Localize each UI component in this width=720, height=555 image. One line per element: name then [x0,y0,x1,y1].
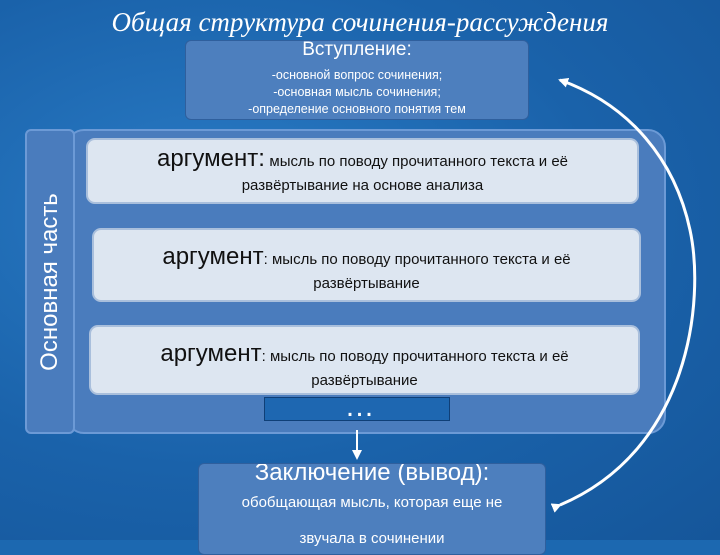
slide-title: Общая структура сочинения-рассуждения [111,7,609,37]
argument-text-continued: развёртывание [313,275,420,292]
conclusion-text: обобщающая мысль, которая еще не [241,494,503,511]
argument-text: мысль по поводу прочитанного текста и её [269,153,569,170]
main-part-label: Основная часть [36,192,63,371]
argument-text: : мысль по поводу прочитанного текста и её [263,251,571,268]
argument-text-continued: развёртывание на основе анализа [241,177,484,194]
argument-text: : мысль по поводу прочитанного текста и её [261,348,569,365]
introduction-item: -основной вопрос сочинения; [271,68,443,82]
introduction-item: -определение основного понятия тем [248,102,466,116]
curved-arrow-path [560,80,695,505]
argument-keyword: аргумент: [156,145,265,172]
conclusion-text-continued: звучала в сочинении [299,530,445,547]
conclusion-heading: Заключение (вывод): [254,463,490,486]
argument-text-continued: развёртывание [311,372,418,389]
introduction-item: -основная мысль сочинения; [273,85,441,99]
argument-keyword: аргумент [160,340,262,367]
introduction-heading: Вступление: [302,40,412,60]
argument-keyword: аргумент [162,243,264,270]
more-arguments-ellipsis: … [344,390,376,423]
